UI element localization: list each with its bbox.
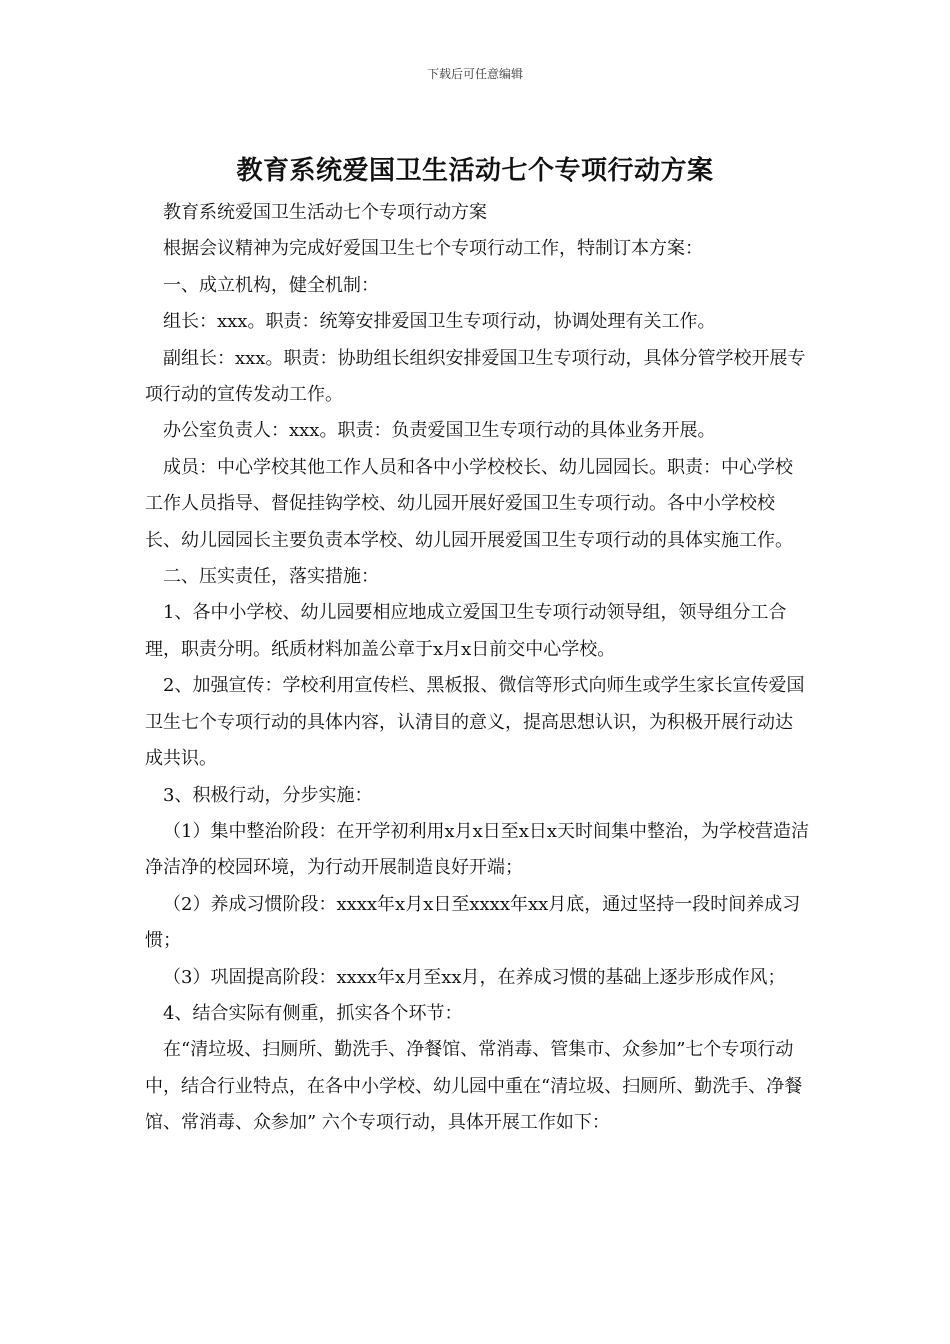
paragraph-item-1: 1、各中小学校、幼儿园要相应地成立爱国卫生专项行动领导组，领导组分工合理，职责分明。纸质材料加盖公章于x月x日前交中心学校。 [145, 602, 787, 660]
paragraph-stage-1: （1）集中整治阶段：在开学初利用x月x日至x日x天时间集中整治，为学校营造洁净洁净的校园环境，为行动开展制造良好开端； [145, 820, 810, 879]
document-title: 教育系统爱国卫生活动七个专项行动方案 [236, 156, 714, 186]
paragraph-intro: 根据会议精神为完成好爱国卫生七个专项行动工作，特制订本方案： [163, 238, 703, 260]
paragraph-subtitle: 教育系统爱国卫生活动七个专项行动方案 [163, 202, 487, 223]
document-body [145, 195, 810, 1142]
paragraph-item-2: 2、加强宣传：学校利用宣传栏、黑板报、微信等形式向师生或学生家长宣传爱国卫生七个专项行动的具体内容，认清目的意义，提高思想认识，为积极开展行动达成共识。 [145, 675, 805, 770]
paragraph-office-head: 办公室负责人：xxx。职责：负责爱国卫生专项行动的具体业务开展。 [163, 420, 716, 442]
header-note: 下载后可任意编辑 [426, 67, 523, 81]
section-heading-2: 二、压实责任，落实措施： [163, 566, 379, 588]
paragraph-item-4: 4、结合实际有侧重，抓实各个环节： [163, 1002, 463, 1024]
section-heading-1: 一、成立机构，健全机制： [163, 274, 379, 296]
paragraph-leader: 组长：xxx。职责：统筹安排爱国卫生专项行动，协调处理有关工作。 [163, 311, 716, 333]
paragraph-members: 成员：中心学校其他工作人员和各中小学校校长、幼儿园园长。职责：中心学校工作人员指导、督促挂钩学校、幼儿园开展好爱国卫生专项行动。各中小学校校长、幼儿园园长主要负责本学校、幼儿园开展爱国卫生专项行动的具体实施工作。 [145, 456, 793, 551]
paragraph-item-3: 3、积极行动，分步实施： [163, 784, 373, 806]
paragraph-stage-2: （2）养成习惯阶段：xxxx年x月x日至xxxx年xx月底，通过坚持一段时间养成习惯； [145, 893, 801, 952]
paragraph-deputy-leader: 副组长：xxx。职责：协助组长组织安排爱国卫生专项行动，具体分管学校开展专项行动的宣传发动工作。 [145, 347, 806, 406]
paragraph-seven-actions: 在“清垃圾、扫厕所、勤洗手、净餐馆、常消毒、管集市、众参加”七个专项行动中，结合行业特点，在各中小学校、幼儿园中重在“清垃圾、扫厕所、勤洗手、净餐馆、常消毒、众参加” 六个专项行动，具体开展工作如下： [145, 1039, 803, 1134]
paragraph-stage-3: （3）巩固提高阶段：xxxx年x月至xx月，在养成习惯的基础上逐步形成作风； [163, 966, 786, 988]
